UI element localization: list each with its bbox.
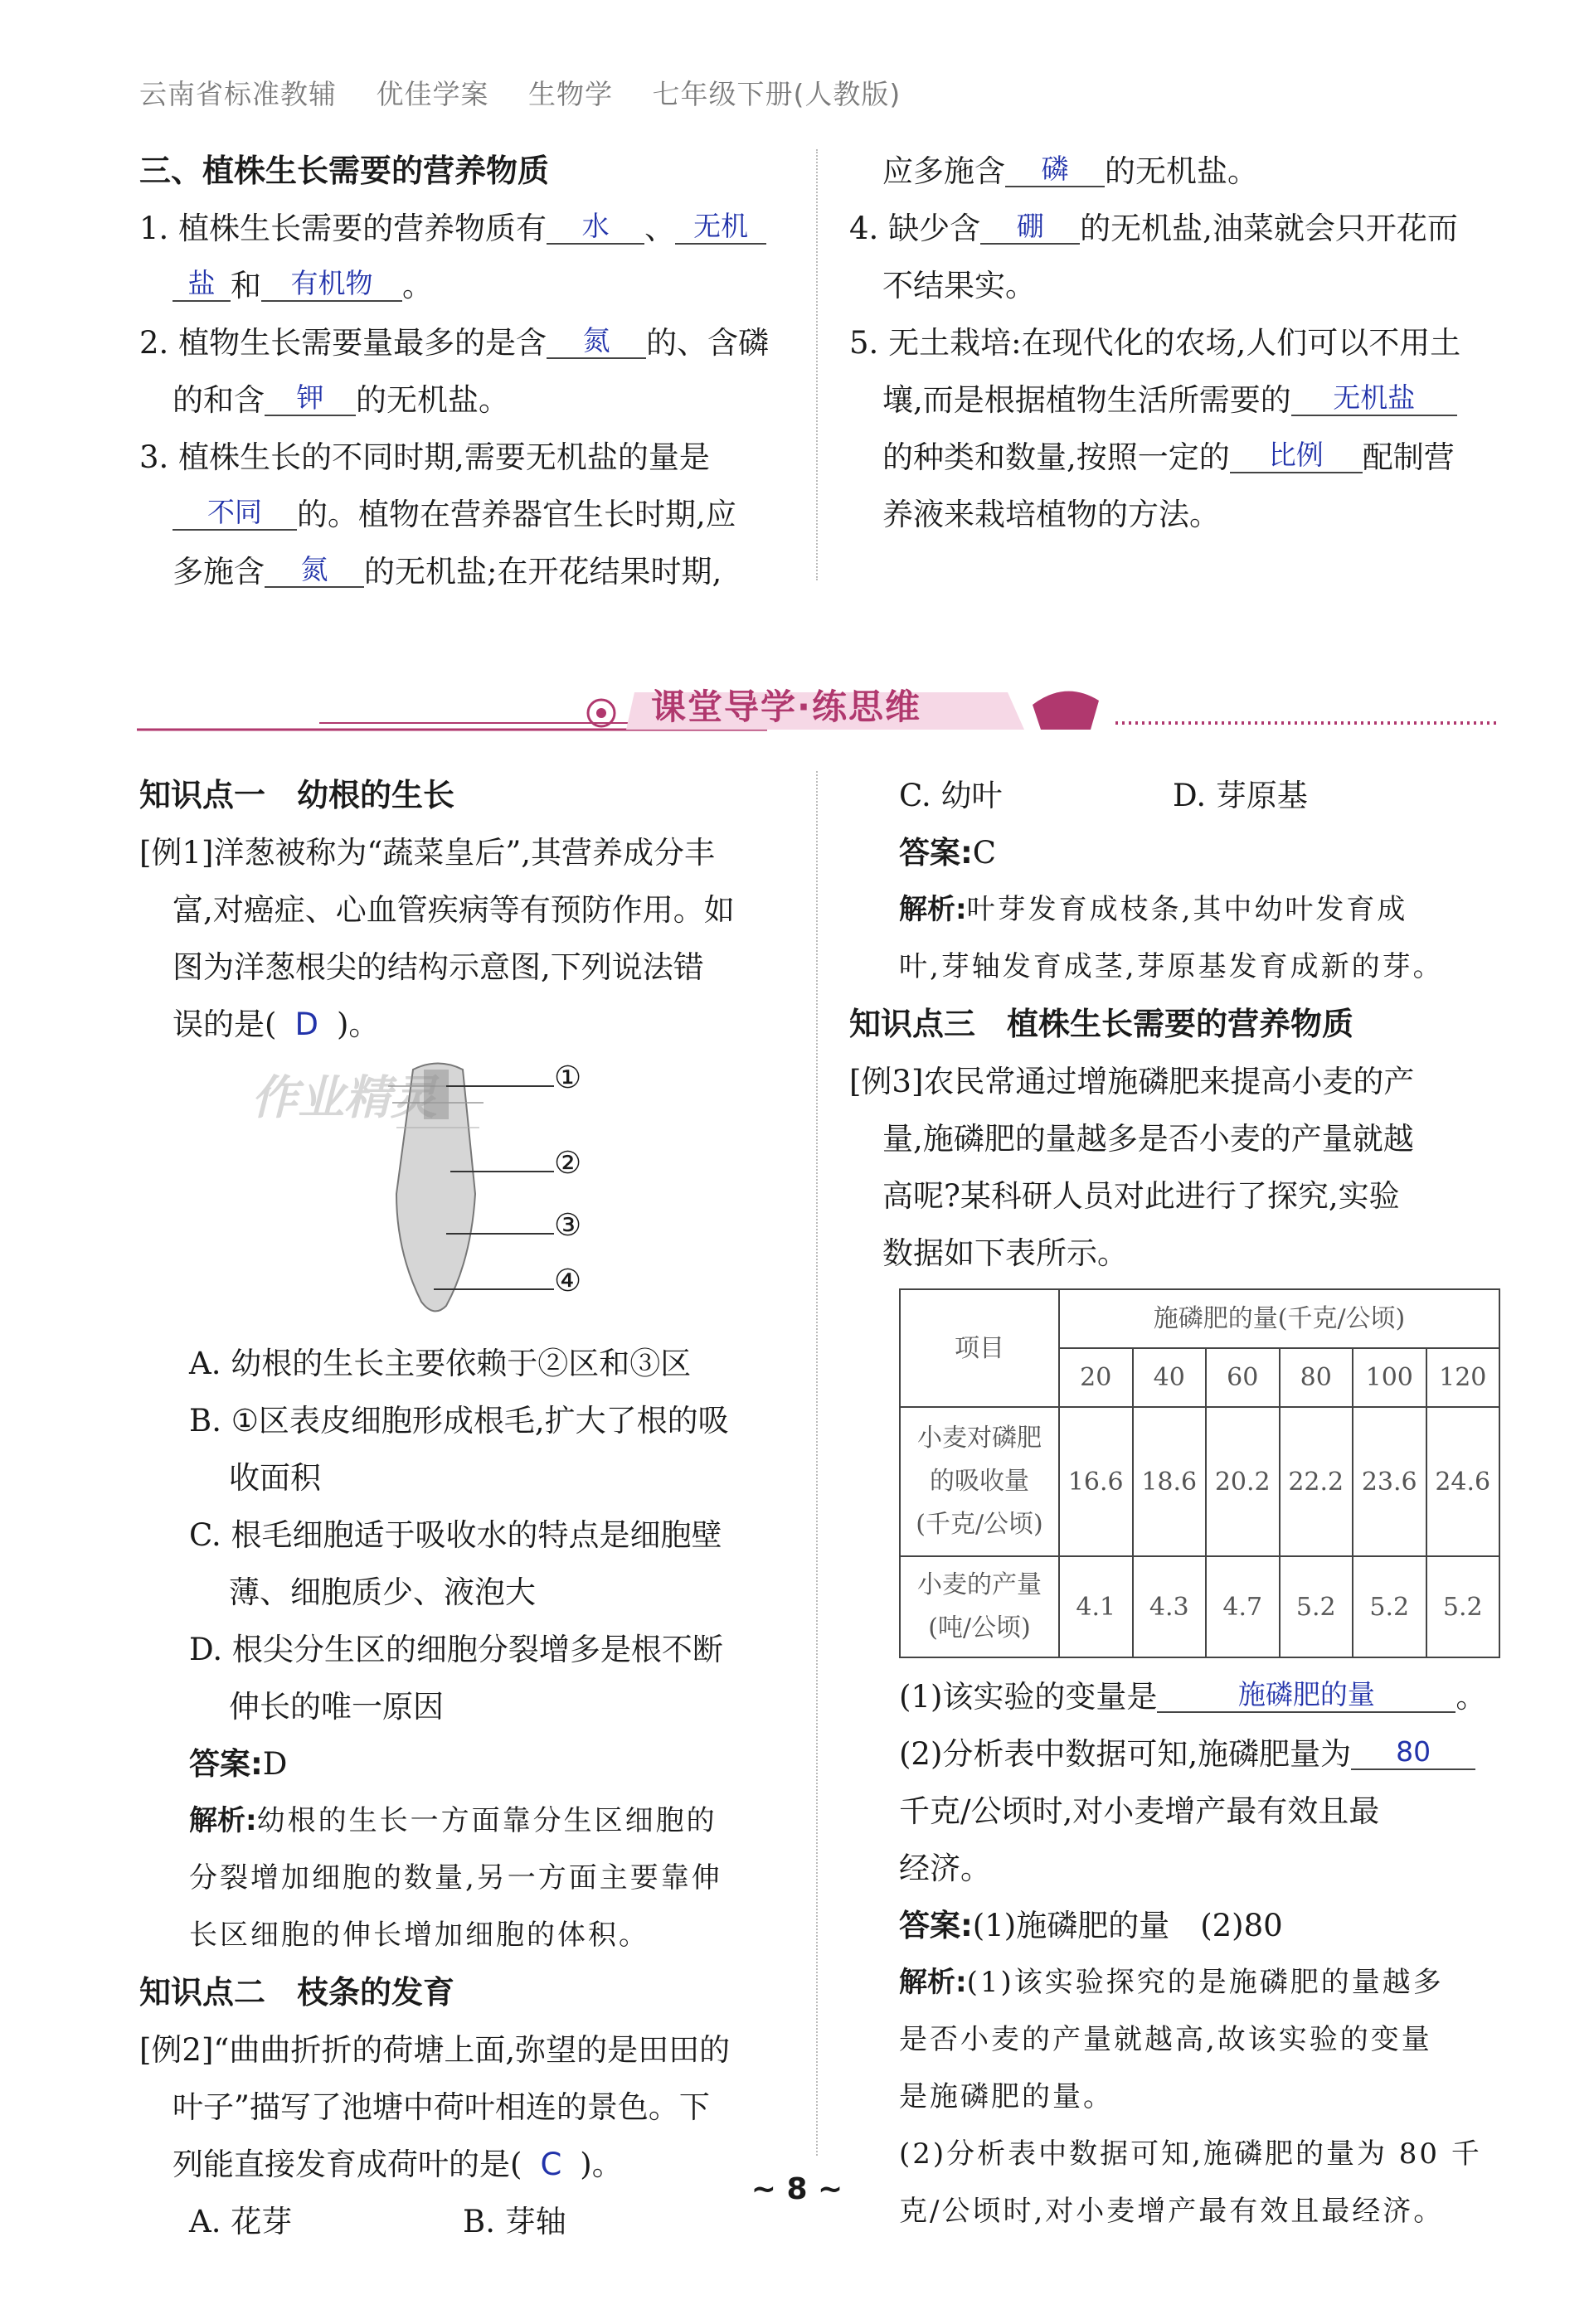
- row1-header-l3: (千克/公顷): [916, 1510, 1043, 1539]
- section-banner: [137, 672, 1497, 738]
- kp1-title: 知识点一 幼根的生长: [139, 777, 455, 813]
- kp3-sub1: [849, 1668, 1521, 1725]
- table-cell: 24.6: [1426, 1407, 1500, 1556]
- kp1-q-l4: [139, 996, 795, 1053]
- question-3-line2: [139, 486, 795, 543]
- kp1-option-b: B. ①区表皮细胞形成根毛,扩大了根的吸: [189, 1403, 729, 1439]
- header-series: 云南省标准教辅: [139, 78, 337, 110]
- question-5: 5. 无土栽培:在现代化的农场,人们可以不用土: [849, 325, 1461, 361]
- question-2-line2: [139, 371, 795, 429]
- q2-blank-2: 钾: [265, 381, 356, 416]
- question-3: [139, 429, 795, 486]
- question-1-line2: [139, 257, 795, 314]
- kp3-s1-blank: 施磷肥的量: [1157, 1678, 1455, 1713]
- q3-mid: 的。植物在营养器官生长时期,应: [297, 497, 736, 532]
- label-1: ①: [554, 1060, 582, 1095]
- q1-end: 。: [402, 268, 433, 303]
- table-cell: 4.3: [1133, 1556, 1207, 1657]
- q2-end: 的无机盐。: [356, 382, 509, 418]
- kp1-option-b-l2: 收面积: [229, 1460, 321, 1496]
- kp3-q-l1: [例3]农民常通过增施磷肥来提高小麦的产: [849, 1064, 1415, 1099]
- table-cell: 5.2: [1353, 1556, 1426, 1657]
- header-grade: 七年级下册(人教版): [652, 78, 901, 110]
- col-header: 40: [1133, 1348, 1207, 1407]
- kp3-exp-l2: 是否小麦的产量就越高,故该实验的变量: [899, 2023, 1432, 2056]
- kp1-q-l2: 富,对癌症、心血管疾病等有预防作用。如: [173, 892, 735, 928]
- q1-blank-2a: 无机: [675, 210, 766, 245]
- kp3-exp-l4: (2)分析表中数据可知,施磷肥的量为 80 千: [899, 2137, 1482, 2171]
- kp3-q-l4: 数据如下表所示。: [882, 1235, 1128, 1271]
- kp1-option-d-l2: 伸长的唯一原因: [229, 1689, 444, 1725]
- q5-l2pre: 壤,而是根据植物生活所需要的: [882, 382, 1291, 418]
- section3-left: [139, 143, 795, 600]
- kp1-option-c-l2: 薄、细胞质少、液泡大: [229, 1574, 536, 1610]
- kp2-q-l3end: )。: [580, 2147, 623, 2182]
- kp3-exp-label: 解析:: [899, 1966, 967, 1999]
- kp2-question-answer: C: [540, 2147, 562, 2182]
- kp1-option-c: C. 根毛细胞适于吸收水的特点是细胞壁: [189, 1517, 722, 1553]
- q3-blank-2: 氮: [265, 553, 364, 588]
- label-2: ②: [554, 1145, 582, 1181]
- kp1-explanation: [139, 1793, 795, 1850]
- q5-blank-2: 比例: [1230, 439, 1363, 473]
- q4-text: 4. 缺少含: [849, 211, 981, 246]
- q2-text: 2. 植物生长需要量最多的是含: [139, 325, 547, 361]
- col-header: 60: [1206, 1348, 1280, 1407]
- kp1-option-d: D. 根尖分生区的细胞分裂增多是根不断: [189, 1632, 723, 1667]
- root-tip-figure: [139, 1053, 795, 1335]
- kp2-exp-label: 解析:: [899, 893, 967, 926]
- q1-blank-2b: 盐: [173, 267, 231, 302]
- kp1-q-l3: 图为洋葱根尖的结构示意图,下列说法错: [173, 949, 704, 985]
- kp1-option-a: A. 幼根的生长主要依赖于②区和③区: [189, 1346, 692, 1381]
- q2-mid: 的、含磷: [646, 325, 770, 361]
- kp3-sub2-l3: 经济。: [899, 1851, 991, 1886]
- kp1-exp-l1: 幼根的生长一方面靠分生区细胞的: [256, 1804, 717, 1837]
- section-title: 三、植株生长需要的营养物质: [139, 153, 550, 189]
- kp3-exp-l3: 是施磷肥的量。: [899, 2080, 1114, 2113]
- question-1: [139, 200, 795, 257]
- q5-blank-1: 无机盐: [1291, 381, 1457, 416]
- kp3-s2-blank: 80: [1351, 1735, 1475, 1770]
- kp3-s1-text: (1)该实验的变量是: [899, 1679, 1158, 1715]
- q3-end: 的无机盐。: [1105, 153, 1258, 189]
- kp2-exp-l2: 叶,芽轴发育成茎,芽原基发育成新的芽。: [899, 950, 1444, 983]
- column-divider-top: [816, 149, 818, 580]
- kp1-q-l4pre: 误的是(: [173, 1007, 277, 1042]
- row2-header-l2: (吨/公顷): [928, 1613, 1031, 1642]
- kp2-answer: [849, 824, 1521, 881]
- page-number: ~ 8 ~: [751, 2172, 843, 2206]
- q4-blank-1: 硼: [980, 210, 1080, 245]
- q3-l4pre: 应多施含: [882, 153, 1005, 189]
- table-cell: 5.2: [1280, 1556, 1353, 1657]
- kp1-answer-label: 答案:: [189, 1746, 263, 1782]
- table-cell: 18.6: [1133, 1407, 1207, 1556]
- q3-l3pre: 多施含: [173, 554, 265, 589]
- table-cell: 4.7: [1206, 1556, 1280, 1657]
- table-cell: 22.2: [1280, 1407, 1353, 1556]
- kp2-option-d: D. 芽原基: [1173, 778, 1308, 813]
- table-cell: 23.6: [1353, 1407, 1426, 1556]
- kp1-question-answer: D: [294, 1007, 318, 1042]
- kp2-option-b: B. 芽轴: [463, 2204, 566, 2239]
- question-4: [849, 200, 1521, 257]
- q5-l3end: 配制营: [1362, 439, 1455, 475]
- row1-header-l2: 的吸收量: [930, 1467, 1029, 1496]
- kp2-options-cd: [849, 767, 1521, 824]
- q5-l3pre: 的种类和数量,按照一定的: [882, 439, 1230, 475]
- question-3-line4: [849, 143, 1521, 200]
- label-3: ③: [554, 1207, 582, 1243]
- kp2-title: 知识点二 枝条的发育: [139, 1974, 455, 2011]
- watermark: 作业精灵: [251, 1071, 437, 1125]
- table-cell: 4.1: [1059, 1556, 1133, 1657]
- kp3-answer: [849, 1897, 1521, 1954]
- running-header: [139, 73, 931, 112]
- kp1-q-l4end: )。: [336, 1007, 380, 1042]
- header-subject: 生物学: [528, 78, 613, 110]
- kp2-answer-label: 答案:: [899, 835, 973, 871]
- q1-sep: 、: [644, 211, 676, 246]
- table-item-header: 项目: [900, 1289, 1059, 1407]
- kp2-option-c: C. 幼叶: [899, 778, 1003, 813]
- question-5-line2: [849, 371, 1521, 429]
- row2-header: [900, 1556, 1059, 1657]
- q1-blank-1: 水: [547, 210, 644, 245]
- banner-title: 课堂导学·练思维: [651, 687, 921, 727]
- kp2-exp-l1: 叶芽发育成枝条,其中幼叶发育成: [966, 893, 1408, 926]
- q1-mid: 和: [231, 268, 261, 303]
- kp3-answer-label: 答案:: [899, 1908, 973, 1943]
- kp3-q-l2: 量,施磷肥的量越多是否小麦的产量就越: [882, 1121, 1414, 1157]
- kp1-exp-label: 解析:: [189, 1804, 257, 1837]
- q2-l2pre: 的和含: [173, 382, 265, 418]
- kp2-q-l1: [例2]“曲曲折折的荷塘上面,弥望的是田田的: [139, 2032, 731, 2068]
- row2-header-l1: 小麦的产量: [917, 1570, 1042, 1599]
- kp3-q-l3: 高呢?某科研人员对此进行了探究,实验: [882, 1178, 1400, 1214]
- question-3-line3: [139, 543, 795, 600]
- kp3-s2-text: (2)分析表中数据可知,施磷肥量为: [899, 1736, 1352, 1772]
- row1-header: [900, 1407, 1059, 1556]
- lower-right-column: [849, 767, 1521, 2240]
- kp3-exp-l1: (1)该实验探究的是施磷肥的量越多: [966, 1966, 1444, 1999]
- column-divider-bottom: [816, 771, 818, 2156]
- question-5-line3: [849, 429, 1521, 486]
- kp3-exp-l5: 克/公顷时,对小麦增产最有效且最经济。: [899, 2195, 1445, 2228]
- q4-mid: 的无机盐,油菜就会只开花而: [1080, 211, 1458, 246]
- row1-header-l1: 小麦对磷肥: [917, 1424, 1042, 1453]
- kp3-title: 知识点三 植株生长需要的营养物质: [849, 1006, 1354, 1042]
- header-book: 优佳学案: [376, 78, 489, 110]
- kp1-exp-l3: 长区细胞的伸长增加细胞的体积。: [189, 1919, 649, 1952]
- table-cell: 16.6: [1059, 1407, 1133, 1556]
- lower-left-column: [139, 767, 795, 2250]
- q3-l3end: 的无机盐;在开花结果时期,: [364, 554, 722, 589]
- table-cell: 5.2: [1426, 1556, 1500, 1657]
- kp1-q-l1: [例1]洋葱被称为“蔬菜皇后”,其营养成分丰: [139, 835, 716, 871]
- kp3-s1-end: 。: [1455, 1679, 1487, 1715]
- kp2-explanation: [849, 881, 1521, 939]
- col-header: 20: [1059, 1348, 1133, 1407]
- q3-blank-3: 磷: [1005, 153, 1105, 187]
- question-5-line4: 养液来栽培植物的方法。: [882, 497, 1220, 532]
- question-4-line2: 不结果实。: [882, 268, 1036, 303]
- kp2-q-l2: 叶子”描写了池塘中荷叶相连的景色。下: [173, 2089, 710, 2125]
- q2-blank-1: 氮: [547, 324, 646, 359]
- kp3-sub2: [849, 1725, 1521, 1783]
- table-row: [900, 1407, 1499, 1556]
- q1-blank-3: 有机物: [261, 267, 402, 302]
- kp1-answer: [139, 1735, 795, 1793]
- q3-text: 3. 植株生长的不同时期,需要无机盐的量是: [139, 439, 710, 475]
- kp1-exp-l2: 分裂增加细胞的数量,另一方面主要靠伸: [189, 1861, 722, 1895]
- kp3-sub2-l2: 千克/公顷时,对小麦增产最有效且最: [899, 1793, 1380, 1829]
- q3-blank-1: 不同: [173, 496, 297, 531]
- col-header: 80: [1280, 1348, 1353, 1407]
- section3-right: [849, 143, 1521, 543]
- data-table: [899, 1288, 1500, 1658]
- q1-text: 1. 植株生长需要的营养物质有: [139, 211, 547, 246]
- col-header: 120: [1426, 1348, 1500, 1407]
- data-table-wrapper: [849, 1288, 1521, 1658]
- kp3-explanation: [849, 1954, 1521, 2011]
- label-4: ④: [554, 1263, 582, 1298]
- table-cell: 20.2: [1206, 1407, 1280, 1556]
- kp2-option-a: A. 花芽: [189, 2204, 293, 2239]
- kp2-q-l3pre: 列能直接发育成荷叶的是(: [173, 2147, 522, 2182]
- kp3-answer-value: (1)施磷肥的量 (2)80: [972, 1908, 1283, 1943]
- question-2: [139, 314, 795, 371]
- kp1-answer-value: D: [262, 1746, 288, 1782]
- table-group-header: 施磷肥的量(千克/公顷): [1059, 1289, 1499, 1348]
- kp2-answer-value: C: [972, 835, 997, 871]
- table-row: [900, 1556, 1499, 1657]
- col-header: 100: [1353, 1348, 1426, 1407]
